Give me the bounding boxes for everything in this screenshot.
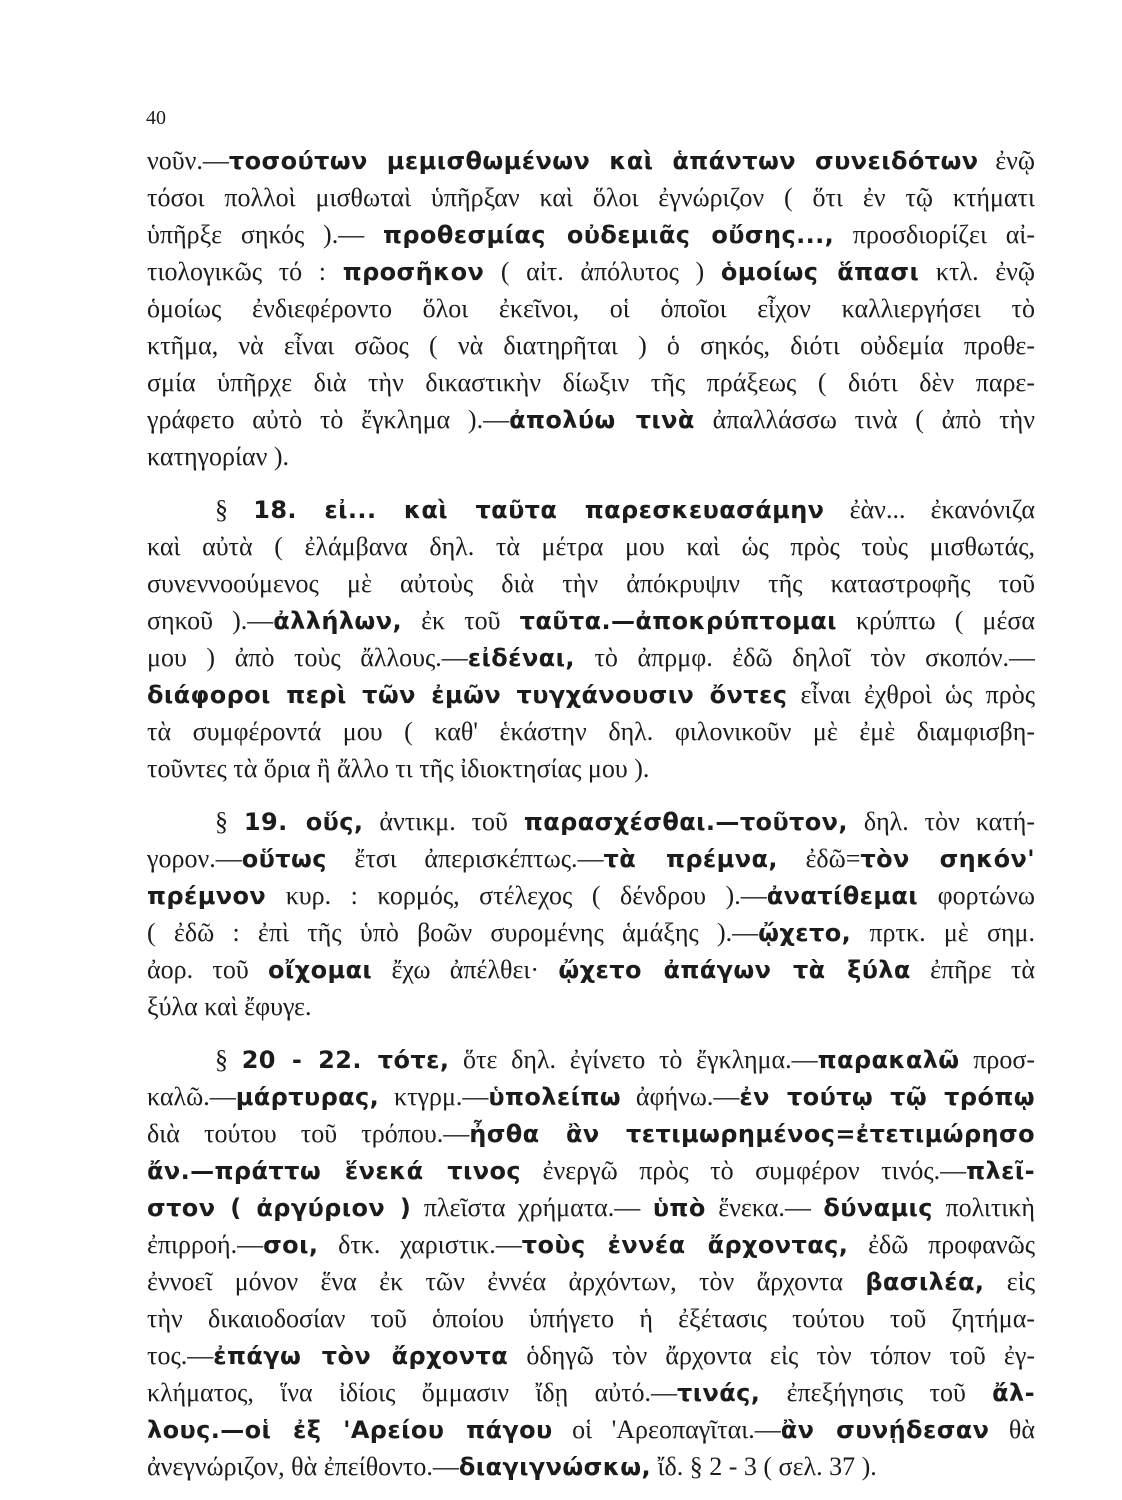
text-line [147, 803, 1035, 840]
gloss-text: ἔτσι ἀπερισκέπτως.— [326, 844, 604, 873]
gloss-text: ( ἐδῶ : ἐπὶ τῆς ὑπὸ βοῶν συρομένης ἁμάξης ).— [147, 918, 759, 947]
text-line [147, 401, 1035, 438]
gloss-text: ὁδηγῶ τὸν ἄρχοντα εἰς τὸν τόπον τοῦ ἐγ- [508, 1341, 1035, 1370]
gloss-text: κτλ. ἐνῷ [919, 257, 1035, 286]
text-line [147, 1374, 1035, 1411]
headword: ὑπολείπω [488, 1083, 622, 1111]
headword: πρέμνον [147, 882, 267, 910]
headword: ταῦτα.—ἀποκρύπτομαι [519, 607, 837, 635]
gloss-text: τὸ ἀπρμφ. ἐδῶ δηλοῖ τὸν σκοπόν.— [574, 643, 1035, 672]
headword: ἄν.—πράττω ἕνεκά τινος [147, 1157, 522, 1185]
text-line [147, 216, 1035, 253]
gloss-text: τιολογικῶς τό : [147, 257, 343, 286]
gloss-text: κυρ. : κορμός, στέλεχος ( δένδρου ).— [266, 881, 767, 910]
commentary-paragraph [147, 491, 1035, 787]
gloss-text: ξύλα καὶ ἔφυγε. [147, 992, 312, 1021]
text-line [147, 1041, 1035, 1078]
gloss-text: ἐδῶ= [777, 844, 861, 873]
gloss-text: διὰ τούτου τοῦ τρόπου.— [147, 1119, 470, 1148]
headword: ᾤχετο, [758, 919, 852, 947]
headword: σοι, [263, 1231, 319, 1259]
headword: προθεσμίας οὐδεμιᾶς οὔσης..., [382, 221, 835, 249]
text-line [147, 1189, 1035, 1226]
text-line [147, 253, 1035, 290]
gloss-text: κλήματος, ἵνα ἰδίοις ὄμμασιν ἴδῃ αὐτό.— [147, 1378, 678, 1407]
gloss-text: νοῦν.— [147, 146, 229, 175]
headword: ἐπάγω τὸν ἄρχοντα [213, 1342, 509, 1370]
gloss-text: γράφετο αὐτὸ τὸ ἔγκλημα ).— [147, 405, 510, 434]
headword: διάφοροι περὶ τῶν ἐμῶν τυγχάνουσιν ὄντες [147, 681, 788, 709]
text-line [147, 179, 1035, 216]
gloss-text: πλεῖστα χρήματα.— [411, 1193, 653, 1222]
gloss-text: ἀπαλλάσσω τινὰ ( ἀπὸ τὴν [694, 405, 1035, 434]
gloss-text: ἐνεργῶ πρὸς τὸ συμφέρον τινός.— [521, 1156, 967, 1185]
commentary-paragraph [147, 1041, 1035, 1485]
gloss-text: ἐπῆρε τὰ [910, 955, 1035, 984]
headword: ὑπὸ [652, 1194, 706, 1222]
gloss-text: τος.— [147, 1341, 214, 1370]
gloss-text: γορον.— [147, 844, 242, 873]
gloss-text: § [215, 807, 244, 836]
headword: ἀπολύω τινὰ [509, 406, 695, 434]
headword: διαγιγνώσκω, [458, 1453, 651, 1481]
text-line [147, 565, 1035, 602]
text-line [147, 1448, 1035, 1485]
headword: ἄλ- [992, 1379, 1035, 1407]
gloss-text: φορτώνω [918, 881, 1035, 910]
headword: ὁμοίως ἅπασι [720, 258, 920, 286]
text-line [147, 1411, 1035, 1448]
headword: 20 - 22. τότε, [241, 1046, 450, 1074]
text-line [147, 1263, 1035, 1300]
commentary-paragraph [147, 803, 1035, 1025]
gloss-text: καλῶ.— [147, 1082, 236, 1111]
text-line [147, 750, 1035, 787]
text-line [147, 1300, 1035, 1337]
gloss-text: θὰ [989, 1415, 1035, 1444]
gloss-text: ἐπεξήγησις τοῦ [760, 1378, 993, 1407]
text-line [147, 676, 1035, 713]
gloss-text: ἔχω ἀπέλθει· [372, 955, 559, 984]
text-line [147, 639, 1035, 676]
gloss-text: σμία ὑπῆρχε διὰ τὴν δικαστικὴν δίωξιν τῆς πράξεως ( διότι δὲν παρε- [147, 368, 1035, 397]
commentary-paragraph [147, 142, 1035, 475]
headword: ἀλλήλων, [273, 607, 402, 635]
headword: πλεῖ- [966, 1157, 1035, 1185]
headword: 18. εἰ... καὶ ταῦτα παρεσκευασάμην [253, 496, 825, 524]
gloss-text: τοῦντες τὰ ὅρια ἢ ἄλλο τι τῆς ἰδιοκτησίας μου ). [147, 754, 650, 783]
gloss-text: μου ) ἀπὸ τοὺς ἄλλους.— [147, 643, 468, 672]
gloss-text: κτῆμα, νὰ εἶναι σῶος ( νὰ διατηρῆται ) ὁ σηκός, διότι οὐδεμία προθε- [147, 331, 1035, 360]
headword: βασιλέα, [865, 1268, 985, 1296]
gloss-text: ἐκ τοῦ [401, 606, 520, 635]
gloss-text: § [215, 1045, 242, 1074]
text-line [147, 528, 1035, 565]
text-line [147, 602, 1035, 639]
headword: ἐν τούτῳ τῷ τρόπῳ [739, 1083, 1035, 1111]
text-line [147, 364, 1035, 401]
headword: 19. οὕς, [243, 808, 364, 836]
gloss-text: ( αἰτ. ἀπόλυτος ) [484, 257, 721, 286]
gloss-text: κατηγορίαν ). [147, 442, 290, 471]
gloss-text: τόσοι πολλοὶ μισθωταὶ ὑπῆρξαν καὶ ὅλοι ἐγνώριζον ( ὅτι ἐν τῷ κτήματι [147, 183, 1035, 212]
gloss-text: πολιτικὴ [932, 1193, 1035, 1222]
gloss-text: ἴδ. § 2 - 3 ( σελ. 37 ). [650, 1452, 877, 1481]
headword: ἂν συνῄδεσαν [780, 1416, 990, 1444]
headword: στον ( ἀργύριον ) [147, 1194, 412, 1222]
gloss-text: κρύπτω ( μέσα [836, 606, 1035, 635]
page-number: 40 [146, 107, 166, 129]
text-line [147, 142, 1035, 179]
headword: δύναμις [823, 1194, 933, 1222]
gloss-text: εἰς [984, 1267, 1035, 1296]
gloss-text: καὶ αὐτὰ ( ἐλάμβανα δηλ. τὰ μέτρα μου καὶ ὡς πρὸς τοὺς μισθωτάς, [147, 532, 1035, 561]
headword: οὕτως [241, 845, 327, 873]
text-line [147, 713, 1035, 750]
gloss-text: ἀορ. τοῦ [147, 955, 269, 984]
gloss-text: δηλ. τὸν κατή- [847, 807, 1035, 836]
headword: λους.—οἱ ἐξ 'Αρείου πάγου [147, 1416, 553, 1444]
headword: τὰ πρέμνα, [603, 845, 778, 873]
gloss-text: κτγρμ.— [379, 1082, 489, 1111]
gloss-text: ἐννοεῖ μόνον ἕνα ἐκ τῶν ἐννέα ἀρχόντων, τὸν ἄρχοντα [147, 1267, 866, 1296]
gloss-text: πρτκ. μὲ σημ. [851, 918, 1035, 947]
text-line [147, 877, 1035, 914]
gloss-text: ἐπιρροή.— [147, 1230, 264, 1259]
gloss-text: οἱ 'Αρεοπαγῖται.— [552, 1415, 781, 1444]
headword: οἴχομαι [268, 956, 373, 984]
gloss-text: ὅτε δηλ. ἐγίνετο τὸ ἔγκλημα.— [449, 1045, 818, 1074]
text-line [147, 951, 1035, 988]
gloss-text: τὰ συμφέροντά μου ( καθ' ἑκάστην δηλ. φιλονικοῦν μὲ ἐμὲ διαμφισβη- [147, 717, 1035, 746]
gloss-text: δτκ. χαριστικ.— [318, 1230, 522, 1259]
headword: τὸν σηκόν' [860, 845, 1035, 873]
gloss-text: ἕνεκα.— [705, 1193, 824, 1222]
gloss-text: ἐνῷ [978, 146, 1035, 175]
text-line [147, 1226, 1035, 1263]
text-line [147, 1337, 1035, 1374]
gloss-text: ἀνεγνώριζον, θὰ ἐπείθοντο.— [147, 1452, 459, 1481]
gloss-text: § [215, 495, 254, 524]
headword: ᾤχετο ἀπάγων τὰ ξύλα [558, 956, 911, 984]
gloss-text: ἐὰν... ἐκανόνιζα [824, 495, 1035, 524]
headword: προσῆκον [342, 258, 485, 286]
gloss-text: ὑπῆρξε σηκός ).— [147, 220, 383, 249]
gloss-text: ἀφήνω.— [621, 1082, 740, 1111]
text-line [147, 327, 1035, 364]
headword: εἰδέναι, [467, 644, 575, 672]
text-line [147, 840, 1035, 877]
headword: ἀνατίθεμαι [766, 882, 919, 910]
headword: ἦσθα ἂν τετιμωρημένος=ἐτετιμώρησο [469, 1120, 1035, 1148]
headword: τινάς, [677, 1379, 761, 1407]
gloss-text: εἶναι ἐχθροὶ ὡς πρὸς [787, 680, 1035, 709]
page-body [147, 142, 1035, 1485]
headword: τοὺς ἐννέα ἄρχοντας, [521, 1231, 849, 1259]
gloss-text: ἐδῶ προφανῶς [848, 1230, 1035, 1259]
text-line [147, 290, 1035, 327]
headword: μάρτυρας, [235, 1083, 380, 1111]
gloss-text: συνεννοούμενος μὲ αὐτοὺς διὰ τὴν ἀπόκρυψιν τῆς καταστροφῆς τοῦ [147, 569, 1035, 598]
text-line [147, 988, 1035, 1025]
text-line [147, 1115, 1035, 1152]
text-line [147, 1152, 1035, 1189]
gloss-text: τὴν δικαιοδοσίαν τοῦ ὁποίου ὑπήγετο ἡ ἐξέτασις τούτου τοῦ ζητήμα- [147, 1304, 1035, 1333]
headword: παρασχέσθαι.—τοῦτον, [523, 808, 848, 836]
headword: τοσούτων μεμισθωμένων καὶ ἁπάντων συνειδότων [228, 147, 979, 175]
text-line [147, 491, 1035, 528]
gloss-text: προσ- [959, 1045, 1035, 1074]
gloss-text: σηκοῦ ).— [147, 606, 274, 635]
gloss-text: προσδιορίζει αἰ- [834, 220, 1035, 249]
gloss-text: ὁμοίως ἐνδιεφέροντο ὅλοι ἐκεῖνοι, οἱ ὁποῖοι εἶχον καλλιεργήσει τὸ [147, 294, 1035, 323]
gloss-text: ἀντικμ. τοῦ [363, 807, 524, 836]
text-line [147, 1078, 1035, 1115]
text-line [147, 438, 1035, 475]
headword: παρακαλῶ [817, 1046, 960, 1074]
text-line [147, 914, 1035, 951]
